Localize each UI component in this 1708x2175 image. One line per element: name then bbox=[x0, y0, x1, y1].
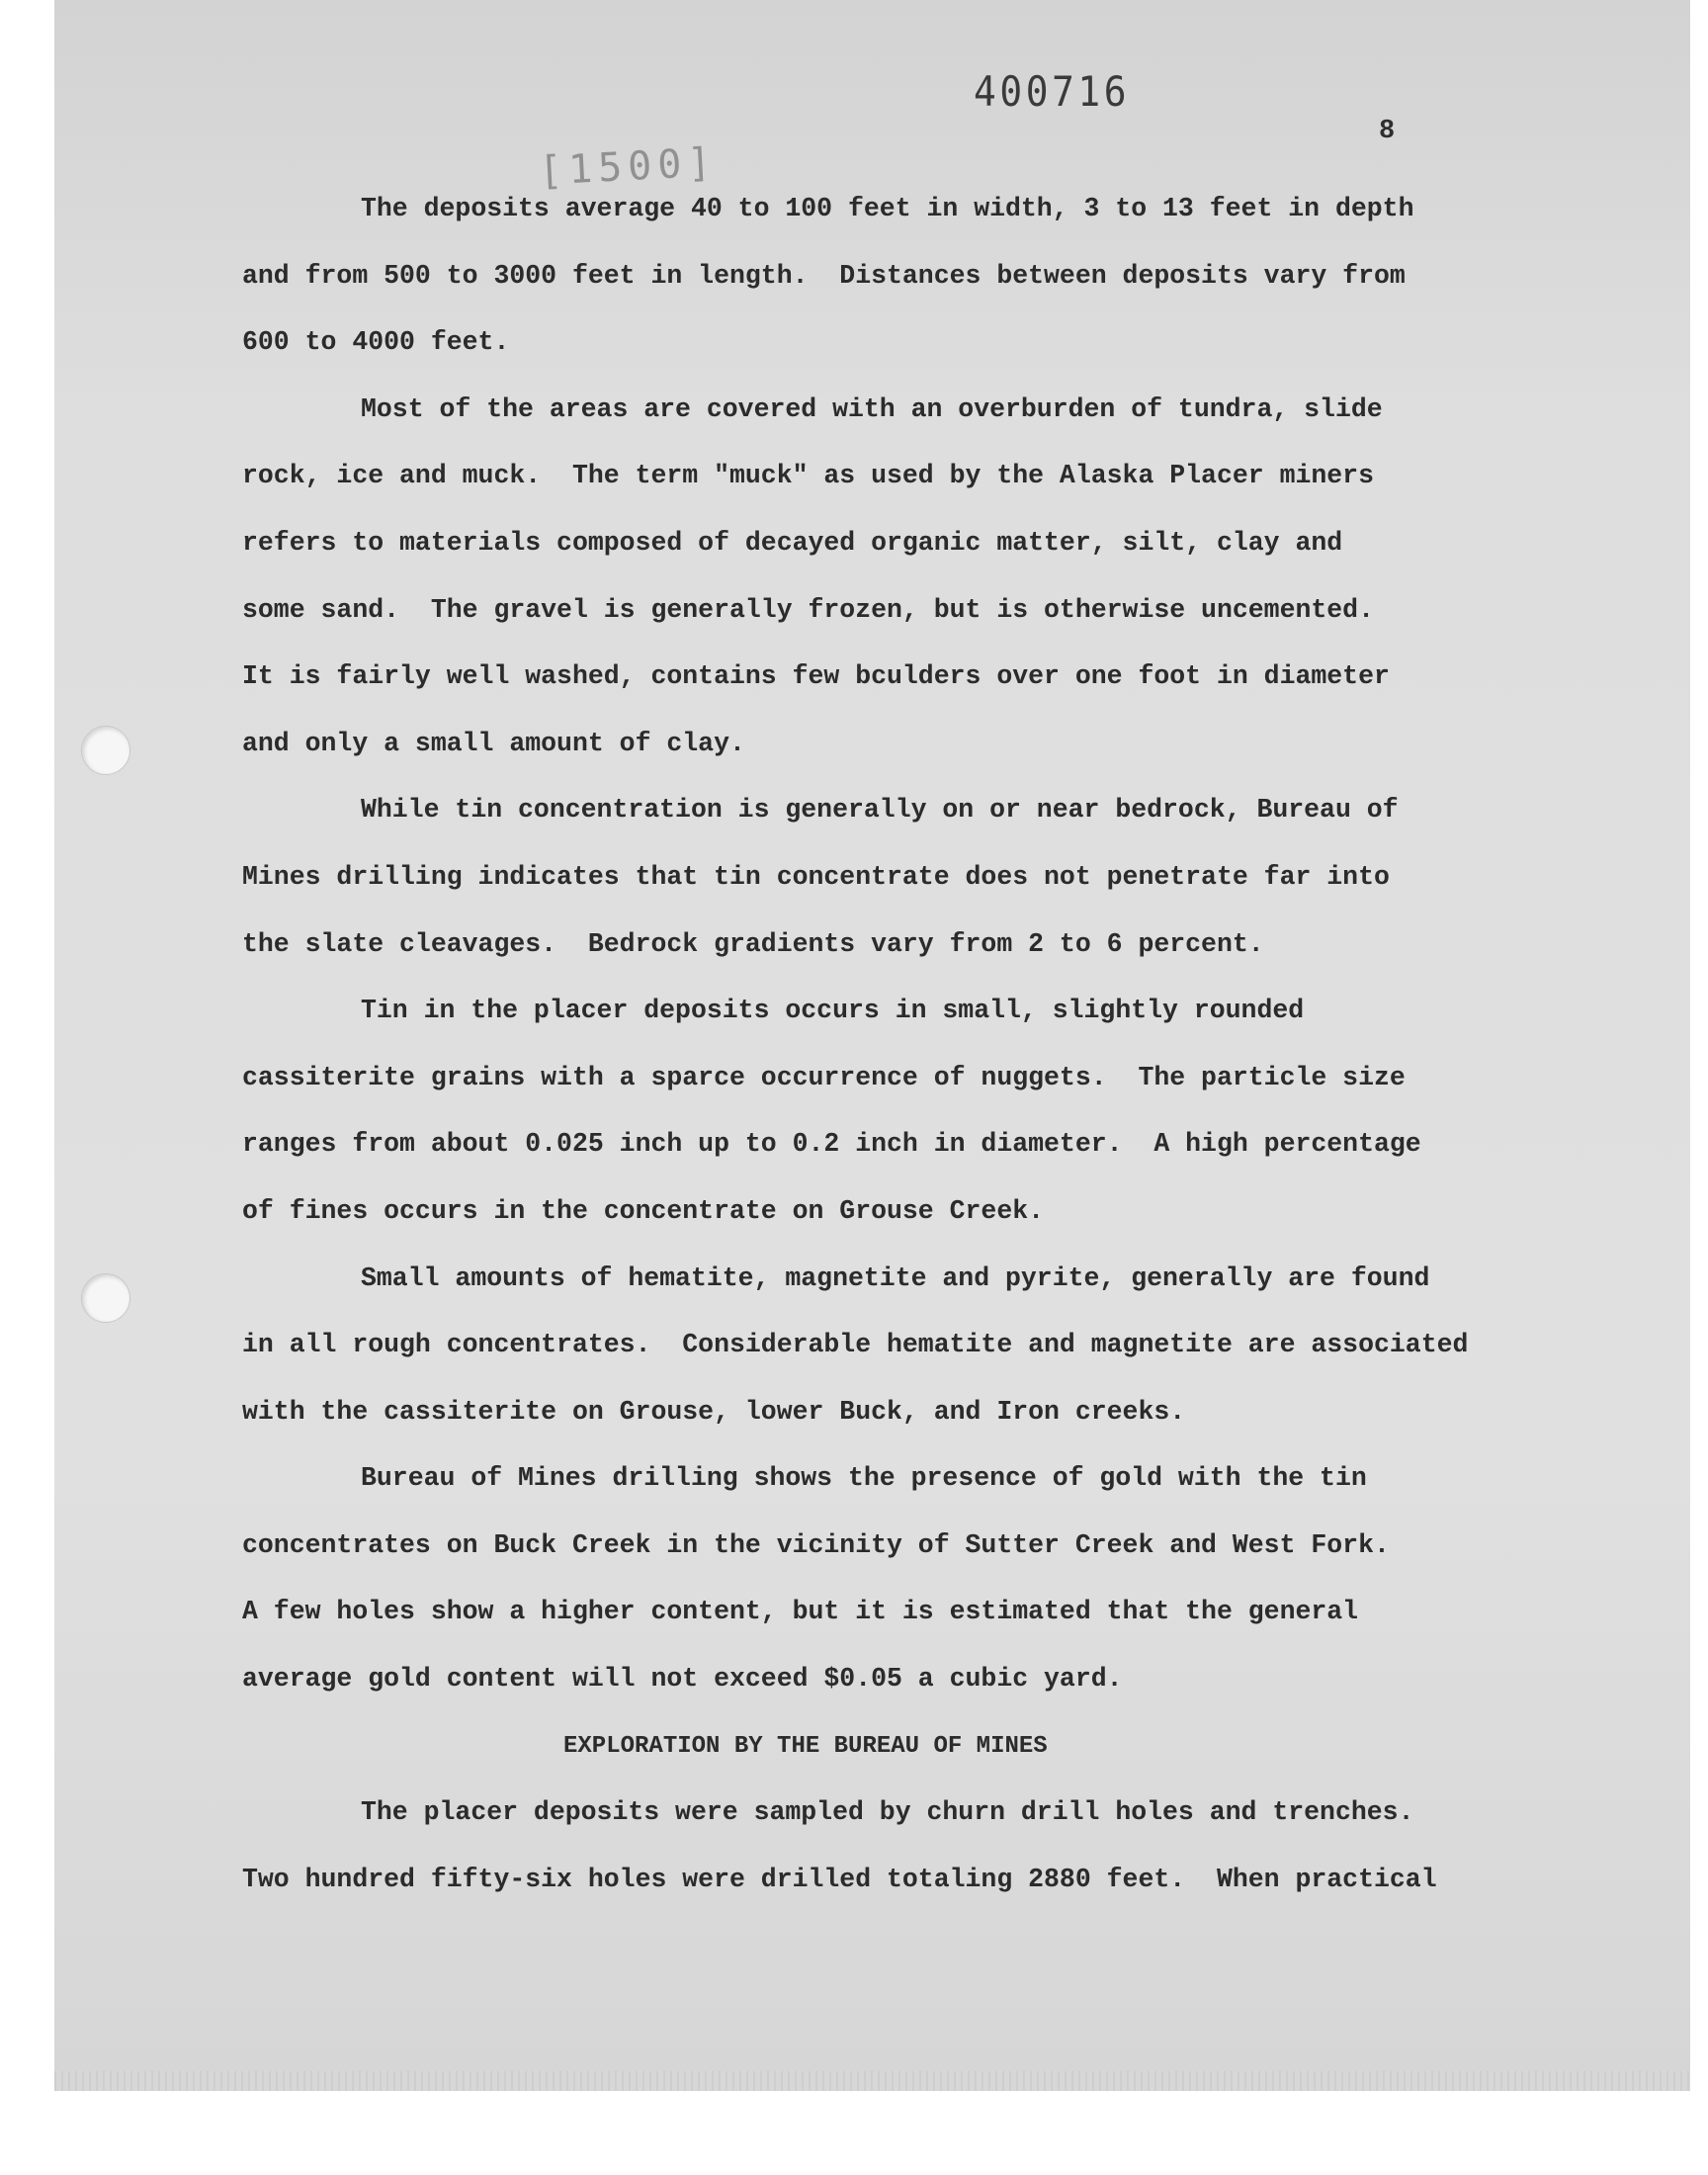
document-stamp-number: 400716 bbox=[974, 67, 1131, 116]
text-line: in all rough concentrates. Considerable hematite and magnetite are associated bbox=[242, 1330, 1469, 1360]
text-line: rock, ice and muck. The term "muck" as used by the Alaska Placer miners bbox=[242, 461, 1374, 491]
scan-edge bbox=[54, 2071, 1690, 2091]
punch-hole-upper bbox=[81, 726, 130, 775]
text-line: ranges from about 0.025 inch up to 0.2 inch in diameter. A high percentage bbox=[242, 1129, 1421, 1160]
text-line: Small amounts of hematite, magnetite and pyrite, generally are found bbox=[361, 1262, 1430, 1293]
text-line: 600 to 4000 feet. bbox=[242, 327, 510, 358]
page-number: 8 bbox=[1379, 117, 1396, 146]
text-line: cassiterite grains with a sparce occurrence of nuggets. The particle size bbox=[242, 1062, 1406, 1092]
text-line: some sand. The gravel is generally frozen, but is otherwise uncemented. bbox=[242, 594, 1374, 625]
faint-stamp: [1500] bbox=[537, 139, 719, 195]
text-line: Two hundred fifty-six holes were drilled totaling 2880 feet. When practical bbox=[242, 1864, 1437, 1894]
text-line: It is fairly well washed, contains few bculders over one foot in diameter bbox=[242, 661, 1390, 692]
punch-hole-lower bbox=[81, 1273, 130, 1323]
text-line: and only a small amount of clay. bbox=[242, 728, 745, 758]
text-line: concentrates on Buck Creek in the vicinity of Sutter Creek and West Fork. bbox=[242, 1529, 1390, 1560]
text-line: Mines drilling indicates that tin concentrate does not penetrate far into bbox=[242, 861, 1390, 892]
text-line: Most of the areas are covered with an overburden of tundra, slide bbox=[361, 393, 1383, 424]
text-line: refers to materials composed of decayed organic matter, silt, clay and bbox=[242, 527, 1343, 558]
document-body bbox=[242, 176, 1557, 1913]
text-line: the slate cleavages. Bedrock gradients vary from 2 to 6 percent. bbox=[242, 928, 1264, 959]
text-line: average gold content will not exceed $0.05 a cubic yard. bbox=[242, 1664, 1123, 1695]
text-line: The deposits average 40 to 100 feet in width, 3 to 13 feet in depth bbox=[361, 194, 1414, 223]
text-line: Bureau of Mines drilling shows the presence of gold with the tin bbox=[361, 1463, 1367, 1494]
text-line: with the cassiterite on Grouse, lower Buck, and Iron creeks. bbox=[242, 1396, 1186, 1427]
text-line: of fines occurs in the concentrate on Grouse Creek. bbox=[242, 1195, 1045, 1226]
section-heading: EXPLORATION BY THE BUREAU OF MINES bbox=[563, 1732, 1048, 1760]
text-line: Tin in the placer deposits occurs in small, slightly rounded bbox=[361, 996, 1305, 1026]
text-line: The placer deposits were sampled by churn drill holes and trenches. bbox=[361, 1797, 1414, 1828]
text-line: A few holes show a higher content, but it is estimated that the general bbox=[242, 1597, 1359, 1627]
text-line: and from 500 to 3000 feet in length. Distances between deposits vary from bbox=[242, 260, 1406, 291]
text-line: While tin concentration is generally on or near bedrock, Bureau of bbox=[361, 795, 1399, 826]
